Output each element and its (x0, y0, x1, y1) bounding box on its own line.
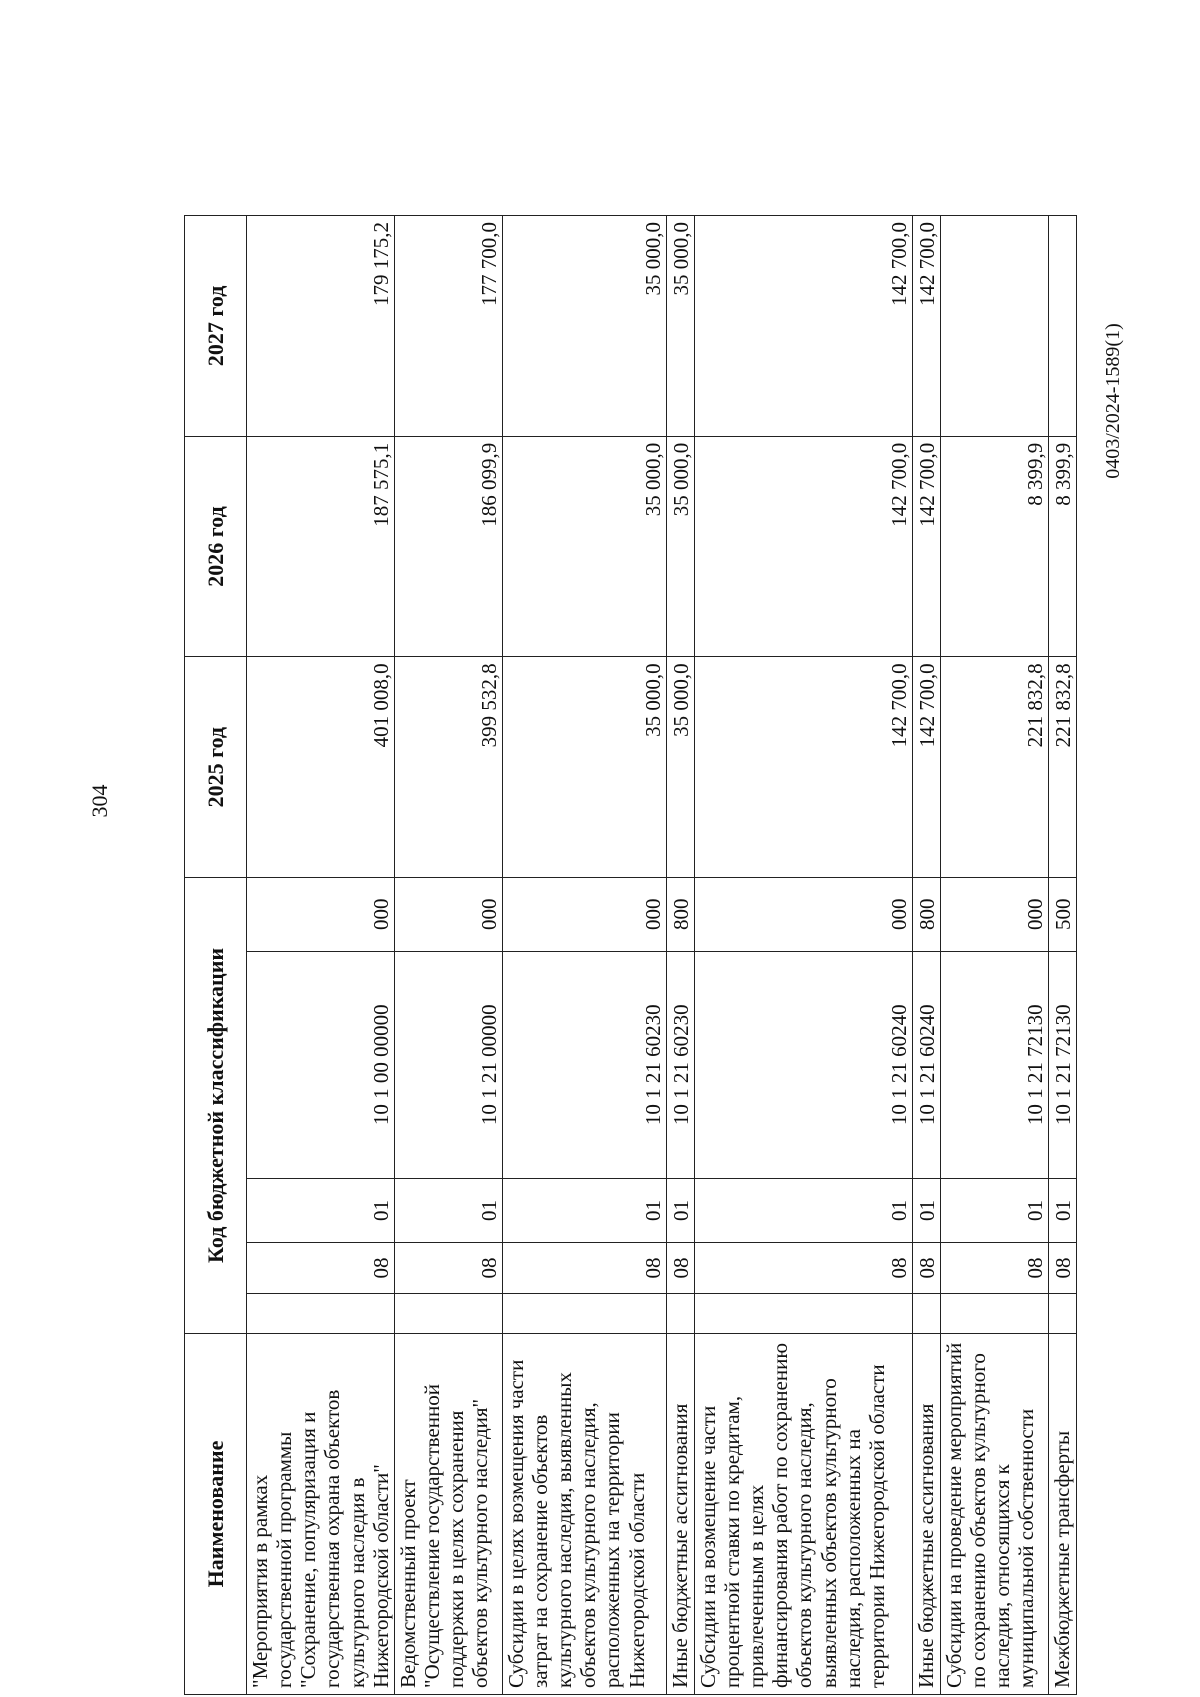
table-row (912, 216, 940, 1695)
row-code-subsection: 01 (1048, 1178, 1076, 1242)
row-code-subsection: 01 (394, 1178, 502, 1242)
row-code-blank (1048, 1293, 1076, 1333)
row-name: Иные бюджетные ассигнования (666, 1333, 694, 1694)
row-code-blank (394, 1293, 502, 1333)
row-code-expense-type: 500 (1048, 877, 1076, 951)
header-2027: 2027 год (185, 216, 247, 437)
table-row (666, 216, 694, 1695)
page-number: 304 (87, 784, 112, 818)
table-row (694, 216, 912, 1695)
row-value-2027: 179 175,2 (247, 216, 395, 437)
row-value-2025: 221 832,8 (940, 657, 1048, 878)
row-value-2025: 399 532,8 (394, 657, 502, 878)
row-code-section: 08 (1048, 1243, 1076, 1294)
row-code-target: 10 1 21 60230 (502, 951, 666, 1178)
header-name: Наименование (185, 1333, 247, 1694)
row-name: Субсидии в целях возмещения части затрат на сохранение объектов культурного наследия, выявленных объектов культурного наследия, расположенных на территории Нижегородской области (502, 1333, 666, 1694)
row-value-2027 (940, 216, 1048, 437)
row-value-2027: 177 700,0 (394, 216, 502, 437)
row-code-blank (247, 1293, 395, 1333)
row-code-subsection: 01 (912, 1178, 940, 1242)
row-code-target: 10 1 21 60230 (666, 951, 694, 1178)
table-row (502, 216, 666, 1695)
row-value-2027: 35 000,0 (502, 216, 666, 437)
row-name: "Мероприятия в рамках государственной программы "Сохранение, популяризация и государственная охрана объектов культурного наследия в Нижегородской области" (247, 1333, 395, 1694)
table-row (247, 216, 395, 1695)
table-row (394, 216, 502, 1695)
row-value-2025: 142 700,0 (694, 657, 912, 878)
row-code-expense-type: 000 (502, 877, 666, 951)
row-value-2025: 142 700,0 (912, 657, 940, 878)
row-value-2027: 142 700,0 (694, 216, 912, 437)
row-value-2025: 401 008,0 (247, 657, 395, 878)
row-code-subsection: 01 (666, 1178, 694, 1242)
header-code-group: Код бюджетной классификации (185, 877, 247, 1333)
row-code-section: 08 (694, 1243, 912, 1294)
budget-table-container (184, 215, 1075, 1695)
row-value-2026: 35 000,0 (502, 436, 666, 657)
row-code-subsection: 01 (694, 1178, 912, 1242)
row-code-target: 10 1 00 00000 (247, 951, 395, 1178)
row-code-expense-type: 800 (666, 877, 694, 951)
row-code-section: 08 (912, 1243, 940, 1294)
row-value-2026: 142 700,0 (694, 436, 912, 657)
row-code-blank (502, 1293, 666, 1333)
row-value-2026: 8 399,9 (940, 436, 1048, 657)
row-code-section: 08 (666, 1243, 694, 1294)
row-name: Субсидии на возмещение части процентной ставки по кредитам, привлеченным в целях финансирования работ по сохранению объектов культурного наследия, выявленных объектов культурного наследия, расположенных на территории Нижегородской области (694, 1333, 912, 1694)
row-code-section: 08 (940, 1243, 1048, 1294)
row-code-expense-type: 800 (912, 877, 940, 951)
row-code-target: 10 1 21 72130 (1048, 951, 1076, 1178)
row-code-subsection: 01 (247, 1178, 395, 1242)
row-code-blank (666, 1293, 694, 1333)
row-name: Межбюджетные трансферты (1048, 1333, 1076, 1694)
row-code-target: 10 1 21 00000 (394, 951, 502, 1178)
row-code-blank (912, 1293, 940, 1333)
table-row (940, 216, 1048, 1695)
row-name: Иные бюджетные ассигнования (912, 1333, 940, 1694)
header-2025: 2025 год (185, 657, 247, 878)
row-value-2026: 142 700,0 (912, 436, 940, 657)
row-value-2027 (1048, 216, 1076, 437)
row-name: Ведомственный проект "Осуществление государственной поддержки в целях сохранения объектов культурного наследия" (394, 1333, 502, 1694)
row-code-expense-type: 000 (394, 877, 502, 951)
row-value-2027: 35 000,0 (666, 216, 694, 437)
row-value-2025: 221 832,8 (1048, 657, 1076, 878)
row-value-2026: 187 575,1 (247, 436, 395, 657)
budget-table (184, 215, 1077, 1695)
table-row (1048, 216, 1076, 1695)
row-code-section: 08 (502, 1243, 666, 1294)
header-2026: 2026 год (185, 436, 247, 657)
row-code-target: 10 1 21 60240 (912, 951, 940, 1178)
row-value-2026: 8 399,9 (1048, 436, 1076, 657)
row-code-blank (694, 1293, 912, 1333)
row-code-expense-type: 000 (940, 877, 1048, 951)
row-code-section: 08 (247, 1243, 395, 1294)
row-value-2025: 35 000,0 (502, 657, 666, 878)
row-value-2026: 186 099,9 (394, 436, 502, 657)
row-code-expense-type: 000 (247, 877, 395, 951)
document-id: 0403/2024-1589(1) (1102, 323, 1124, 479)
row-code-target: 10 1 21 60240 (694, 951, 912, 1178)
row-value-2026: 35 000,0 (666, 436, 694, 657)
row-code-expense-type: 000 (694, 877, 912, 951)
row-code-section: 08 (394, 1243, 502, 1294)
table-header-row (185, 216, 247, 1695)
row-code-target: 10 1 21 72130 (940, 951, 1048, 1178)
row-code-blank (940, 1293, 1048, 1333)
row-value-2025: 35 000,0 (666, 657, 694, 878)
row-code-subsection: 01 (502, 1178, 666, 1242)
row-code-subsection: 01 (940, 1178, 1048, 1242)
row-name: Субсидии на проведение мероприятий по сохранению объектов культурного наследия, относящихся к муниципальной собственности (940, 1333, 1048, 1694)
row-value-2027: 142 700,0 (912, 216, 940, 437)
